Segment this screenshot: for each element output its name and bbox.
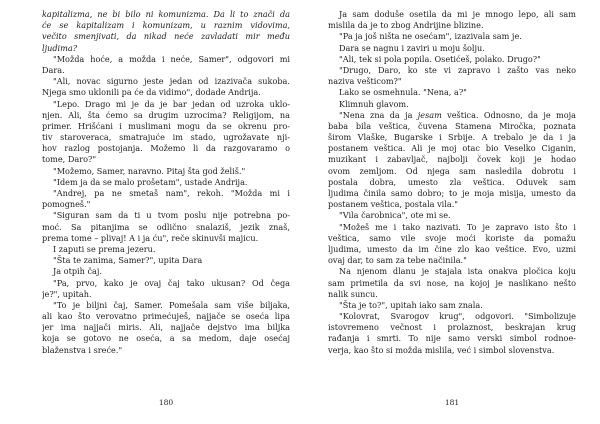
text-line: "Nena zna da ja jesam veštica. Odnosno, da je moja (339, 109, 576, 120)
right-page (328, 9, 576, 356)
text-line: "Pa ja još ništa ne osećam", izazivala sam je. (339, 31, 522, 42)
text-line: verja, kao što si možda mislila, već i simbol slovenstva. (328, 344, 555, 355)
text-line: "Možda hoće, a možda i neće, Samer", odgovori mi (53, 53, 290, 64)
text-line: Njega smo uklonili pa će da vidimo", dodade Andrija. (42, 87, 261, 98)
left-page-text (42, 9, 290, 356)
text-line: Lako se osmehnula. "Nena, a?" (339, 87, 467, 98)
text-line: tiv staroveraca, smatrajuće im stado, ugrožavate njі- (42, 132, 290, 143)
text-line: Ja sam doduše osetila da mi je mnogo lepo, ali sam (339, 9, 576, 19)
text-line: moć. Sa pitanjima se odlično snalaziš, jezik znaš, (42, 221, 290, 232)
text-line: postala dobra, umesto zla veštica. Oduvek sam (328, 176, 576, 187)
text-line: Dara. (42, 64, 65, 75)
text-line: rađanja i smrti. To nije samo verski simbol rodnoe- (328, 333, 576, 344)
text-line: koja se gotovo ne oseća, a sa medom, daje osećaj (42, 333, 290, 344)
text-line: "To je biljni čaj, Samer. Pomešala sam više biljaka, (53, 299, 290, 310)
text-line: ljudima? (42, 42, 78, 53)
text-line: prema tome – plivaj! A i ja ću", reče skinuvši majicu. (42, 232, 259, 243)
text-line: postanem veštica. Ali je moj otac bio Veselko Ciganin, (328, 143, 576, 154)
left-page (42, 9, 290, 356)
text-line: nalik suncu. (328, 288, 378, 299)
text-line: "Ali, tek si pola popila. Osetićeš, polako. Drugo?" (339, 53, 541, 64)
text-line: pomogneš." (42, 199, 91, 210)
text-line: tome, Daro?" (42, 154, 97, 165)
text-line: ali kao što verovatno primećuješ, najjače se oseća lipa (42, 311, 290, 322)
text-line: blaženstva i sreće." (42, 344, 123, 355)
text-line: njen. Ali, šta ćemo sa drugim uzrocima? Religijom, na (42, 109, 290, 120)
text-line: "Idem ja da se malo prošetam", ustade Andrija. (53, 176, 248, 187)
text-line: "Šta te zanima, Samer?", upita Dara (53, 255, 203, 266)
text-line: naziva vešticom?" (328, 76, 402, 87)
right-page-number: 181 (444, 398, 460, 407)
text-line: postanem veštica, postala vila." (328, 199, 459, 210)
text-line: Dara se nagnu i zaviri u moju šolju. (339, 42, 485, 53)
right-page-text (328, 9, 576, 356)
text-line: "Možeš me i tako nazivati. To je zapravo isto što i (339, 221, 576, 232)
text-line: će se kapitalizam i komunizam, u raznim vidovima, (42, 20, 290, 31)
text-line: "Šta je to?", upitah iako sam znala. (339, 299, 483, 310)
text-line: "Kolovrat, Svarogov krug", odgovori. "Simbolizuje (339, 311, 576, 322)
text-line: istovremeno večnost i prolaznost, beskrajan krug (328, 322, 576, 333)
text-line: "Lepo. Drago mi je da je bar jedan od uzroka uklo- (53, 98, 290, 109)
text-line: jer ima najjači miris. Ali, najjače dejstvo ima biljka (42, 322, 290, 333)
text-line: ljudima činila samo dobro; to je moja misija, umesto da (328, 188, 576, 198)
text-line: ljudima, umesto da im čine zlo kao veštice. Evo, uzmi (328, 243, 576, 254)
text-line: mislila da je to zbog Andrijine blizine. (328, 20, 484, 31)
text-line: "Siguran sam da ti u tvom poslu nije potrebna po- (53, 210, 290, 221)
text-line: večito smenjivati, da nikad neće zavladati mir među (42, 31, 290, 42)
text-line: ovom zemljom. Od njega sam nasledila dobrotu i (328, 165, 576, 176)
text-line: hov razlog postojanja. Možemo li da razgovaramo o (42, 143, 290, 154)
text-line: baba bila veštica, čuvena Stamena Miročka, poznata (328, 120, 576, 131)
text-line: primer. Hrišćani i muslimani mogu da se okrenu pro- (42, 120, 290, 131)
text-line: veštica, samo vile svoje moći koriste da pomažu (328, 232, 576, 243)
text-line: I zaputi se prema jezeru. (53, 243, 156, 254)
text-line: muzikant i zabavljač, najbolji čovek koji je hodao (328, 154, 576, 165)
text-line: Klimnuh glavom. (339, 98, 409, 109)
left-page-number: 180 (158, 398, 174, 407)
text-line: "Drugo, Daro, ko ste vi zapravo i zašto vas neko (339, 64, 576, 75)
text-line: širom Vlaške, Bugarske i Srbije. A trebalo je da i ja (328, 132, 576, 143)
text-line: "Ali, novac sigurno jeste jedan od izazivača sukoba. (53, 76, 290, 87)
text-line: sam primetila da svi nose, na kojoj je naslikano nešto (328, 277, 576, 288)
text-line: Ja otpih čaj. (53, 266, 102, 277)
text-line: je?", upitah. (42, 288, 92, 299)
text-line: "Andrej, pa ne smetaš nam", rekoh. "Možda mi i (53, 188, 290, 198)
text-line: kapitalizma, ne bi bilo ni komunizma. Da li to znači da (42, 9, 290, 19)
text-line: "Možemo, Samer, naravno. Pitaj šta god želiš." (53, 165, 246, 176)
text-line: "Pa, prvo, kako je ovaj čaj tako ukusan? Od čega (53, 277, 290, 288)
text-line: ovaj dar, to sam za tebe načinila." (328, 255, 467, 266)
text-line: "Vila čarobnica", ote mi se. (339, 210, 451, 221)
text-line: Na njenom dlanu je stajala ista onakva pločica koju (339, 266, 576, 277)
